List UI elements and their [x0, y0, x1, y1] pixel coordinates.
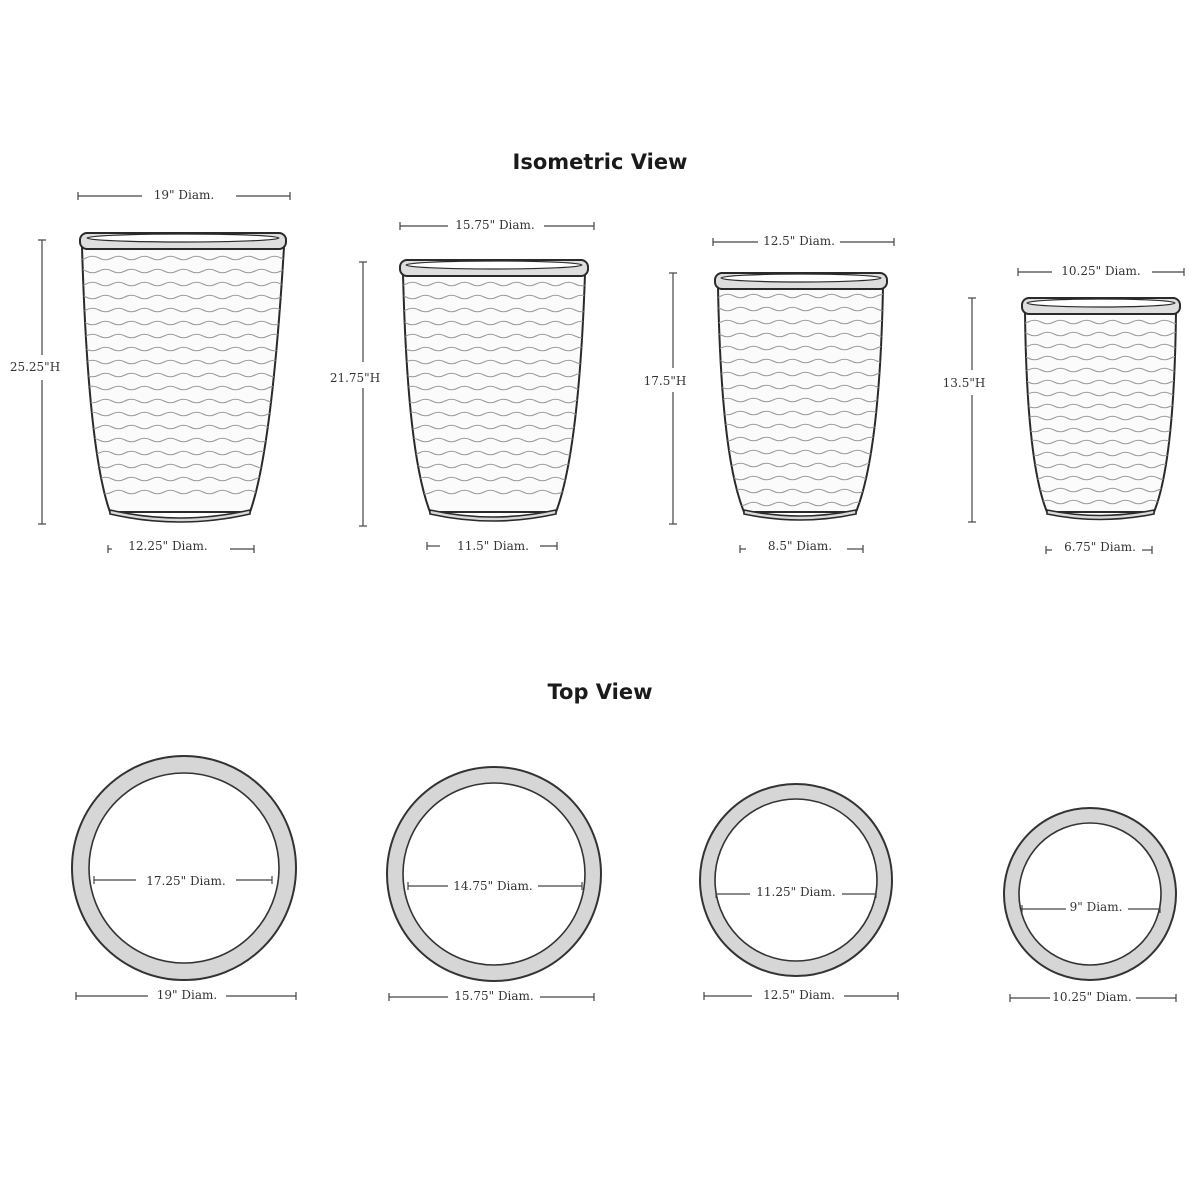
planter-2-base-diam-label: 11.5" Diam.: [457, 539, 529, 553]
planter-1-rim-opening: [87, 234, 279, 242]
planter-1-inner-opening: [89, 773, 279, 963]
planter-2-top-diam-label: 15.75" Diam.: [455, 218, 535, 232]
isometric-planter-3: [644, 234, 929, 553]
planter-3-base-dimension: [740, 539, 863, 553]
planter-3-inner-opening: [715, 799, 877, 961]
top-view-title: Top View: [547, 680, 653, 704]
planter-4-height-dimension: [943, 298, 986, 522]
planter-3-inner-diam-label: 11.25" Diam.: [756, 885, 836, 899]
top-view-planter-1: [72, 756, 296, 1002]
isometric-planter-2: [330, 218, 627, 553]
planter-1-top-diam-label: 19" Diam.: [153, 188, 215, 202]
top-view-planter-4: [1004, 808, 1176, 1004]
planter-2-rim-opening: [406, 261, 582, 269]
planter-4-inner-opening: [1019, 823, 1161, 965]
planter-1-inner-diam-label: 17.25" Diam.: [146, 874, 226, 888]
isometric-planter-1: [10, 188, 320, 553]
planter-3-height-label: 17.5"H: [643, 374, 687, 388]
planter-1-outer-diam-label: 19" Diam.: [156, 988, 218, 1002]
planter-2-height-label: 21.75"H: [329, 371, 381, 385]
planter-2-inner-diam-label: 14.75" Diam.: [453, 879, 533, 893]
planter-1-base-diam-label: 12.25" Diam.: [128, 539, 208, 553]
planter-1-base-dimension: [108, 539, 254, 553]
planter-1-height-dimension: [10, 240, 60, 524]
planter-4-outer-diam-label: 10.25" Diam.: [1052, 990, 1132, 1004]
planter-4-base-diam-label: 6.75" Diam.: [1064, 540, 1136, 554]
planter-2-outer-diam-label: 15.75" Diam.: [454, 989, 534, 1003]
planter-3-outer-diam-label: 12.5" Diam.: [763, 988, 835, 1002]
planter-1-height-label: 25.25"H: [9, 360, 61, 374]
planter-3-base-diam-label: 8.5" Diam.: [767, 539, 833, 553]
planter-4-body: [1025, 312, 1176, 512]
planter-3-top-diam-label: 12.5" Diam.: [763, 234, 835, 248]
planter-1-top-dimension: [78, 188, 290, 202]
planter-1-body: [82, 247, 284, 512]
planter-4-height-label: 13.5"H: [942, 376, 986, 390]
planter-4-rim-opening: [1027, 299, 1175, 307]
planter-4-top-diam-label: 10.25" Diam.: [1061, 264, 1141, 278]
planter-3-height-dimension: [644, 273, 687, 524]
planter-2-body: [403, 274, 585, 512]
planter-2-base-dimension: [427, 539, 557, 553]
top-view-planter-2: [387, 767, 601, 1003]
planter-2-inner-opening: [403, 783, 585, 965]
isometric-planter-4: [943, 264, 1200, 554]
planter-2-top-dimension: [400, 218, 594, 232]
planter-2-height-dimension: [330, 262, 380, 526]
planter-4-base-dimension: [1046, 540, 1152, 554]
isometric-view-title: Isometric View: [512, 150, 688, 174]
top-view-planter-3: [700, 784, 898, 1002]
planter-3-outer-dimension: [704, 988, 898, 1002]
planter-1-outer-dimension: [76, 988, 296, 1002]
planter-3-rim-opening: [721, 274, 881, 282]
planter-3-top-dimension: [713, 234, 894, 248]
planter-2-outer-dimension: [389, 989, 594, 1003]
planter-4-outer-dimension: [1010, 990, 1176, 1004]
planter-4-inner-diam-label: 9" Diam.: [1069, 900, 1123, 914]
planter-4-top-dimension: [1018, 264, 1184, 278]
